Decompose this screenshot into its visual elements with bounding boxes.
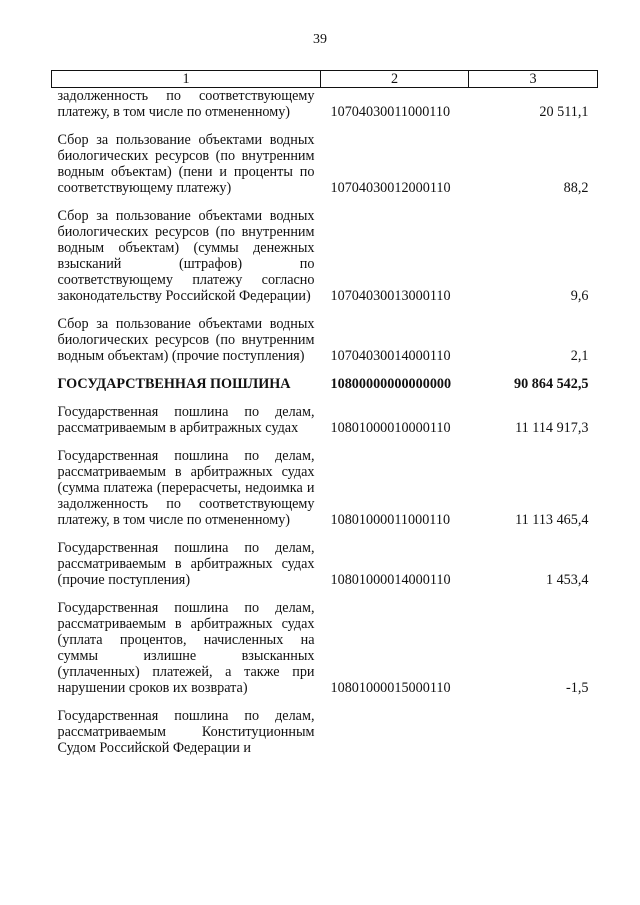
table-header [52, 71, 598, 88]
budget-code-cell: 10704030013000110 [330, 288, 451, 304]
row-spacer-cell [52, 392, 598, 404]
row-spacer [52, 436, 598, 448]
table-row [52, 376, 598, 392]
revenue-name-cell: Сбор за пользование объектами водных биологических ресурсов (по внутренним водным объектам) (суммы денежных взысканий (штрафов) по соответствующему платежу согласно законодательству Российской Федерации) [57, 208, 315, 304]
table-row [52, 448, 598, 528]
row-spacer-cell [52, 528, 598, 540]
column-header-1: 1 [52, 71, 321, 88]
row-spacer [52, 304, 598, 316]
amount-cell: 88,2 [563, 180, 589, 196]
revenue-name-cell: ГОСУДАРСТВЕННАЯ ПОШЛИНА [57, 376, 291, 392]
row-spacer [52, 528, 598, 540]
row-spacer-cell [52, 304, 598, 316]
row-spacer [52, 588, 598, 600]
row-spacer [52, 120, 598, 132]
row-spacer [52, 696, 598, 708]
row-spacer [52, 196, 598, 208]
budget-code-cell: 10704030014000110 [330, 348, 451, 364]
revenue-name-cell: Государственная пошлина по делам, рассматриваемым в арбитражных судах (прочие поступления) [57, 540, 315, 588]
table-row [52, 88, 598, 121]
table-row [52, 316, 598, 364]
table-row [52, 404, 598, 436]
amount-cell: 20 511,1 [539, 104, 589, 120]
table-body [52, 88, 598, 757]
table-row [52, 132, 598, 196]
amount-cell: 2,1 [570, 348, 589, 364]
table-header-row [52, 71, 598, 88]
budget-code-cell: 10801000014000110 [330, 572, 451, 588]
revenue-name-cell: Государственная пошлина по делам, рассматриваемым в арбитражных судах (уплата процентов, начисленных на суммы излишне взысканных (уплаченных) платежей, а также при нарушении сроков их возврата) [57, 600, 315, 696]
row-spacer [52, 364, 598, 376]
budget-code-cell: 10801000015000110 [330, 680, 451, 696]
row-spacer-cell [52, 196, 598, 208]
amount-cell: 11 114 917,3 [515, 420, 589, 436]
amount-cell: 9,6 [570, 288, 589, 304]
budget-code-cell: 10801000011000110 [330, 512, 451, 528]
column-header-2: 2 [321, 71, 469, 88]
table-row [52, 600, 598, 696]
page-number: 39 [313, 32, 327, 47]
budget-revenue-table [51, 70, 598, 756]
amount-cell [469, 708, 598, 756]
row-spacer-cell [52, 436, 598, 448]
table-row [52, 708, 598, 756]
row-spacer-cell [52, 696, 598, 708]
row-spacer-cell [52, 364, 598, 376]
revenue-name-cell: Государственная пошлина по делам, рассматриваемым в арбитражных судах [57, 404, 315, 436]
budget-code-cell: 10704030012000110 [330, 180, 451, 196]
revenue-name-cell: задолженность по соответствующему платежу, в том числе по отмененному) [57, 88, 315, 120]
amount-cell: -1,5 [566, 680, 589, 696]
amount-cell: 1 453,4 [545, 572, 589, 588]
row-spacer-cell [52, 588, 598, 600]
revenue-name-cell: Государственная пошлина по делам, рассматриваемым в арбитражных судах (сумма платежа (перерасчеты, недоимка и задолженность по соответствующему платежу, в том числе по отмененному) [57, 448, 315, 528]
budget-code-cell: 10800000000000000 [330, 376, 452, 392]
column-header-3: 3 [469, 71, 598, 88]
revenue-name-cell: Сбор за пользование объектами водных биологических ресурсов (по внутренним водным объектам) (пени и проценты по соответствующему платежу) [57, 132, 315, 196]
revenue-name-cell: Сбор за пользование объектами водных биологических ресурсов (по внутренним водным объектам) (прочие поступления) [57, 316, 315, 364]
table-row [52, 540, 598, 588]
table-row [52, 208, 598, 304]
budget-code-cell: 10801000010000110 [330, 420, 451, 436]
row-spacer [52, 392, 598, 404]
amount-cell: 90 864 542,5 [514, 376, 589, 392]
amount-cell: 11 113 465,4 [515, 512, 589, 528]
budget-code-cell: 10704030011000110 [330, 104, 451, 120]
budget-code-cell [321, 708, 469, 756]
row-spacer-cell [52, 120, 598, 132]
revenue-name-cell: Государственная пошлина по делам, рассматриваемым Конституционным Судом Российской Федерации и [57, 708, 315, 756]
